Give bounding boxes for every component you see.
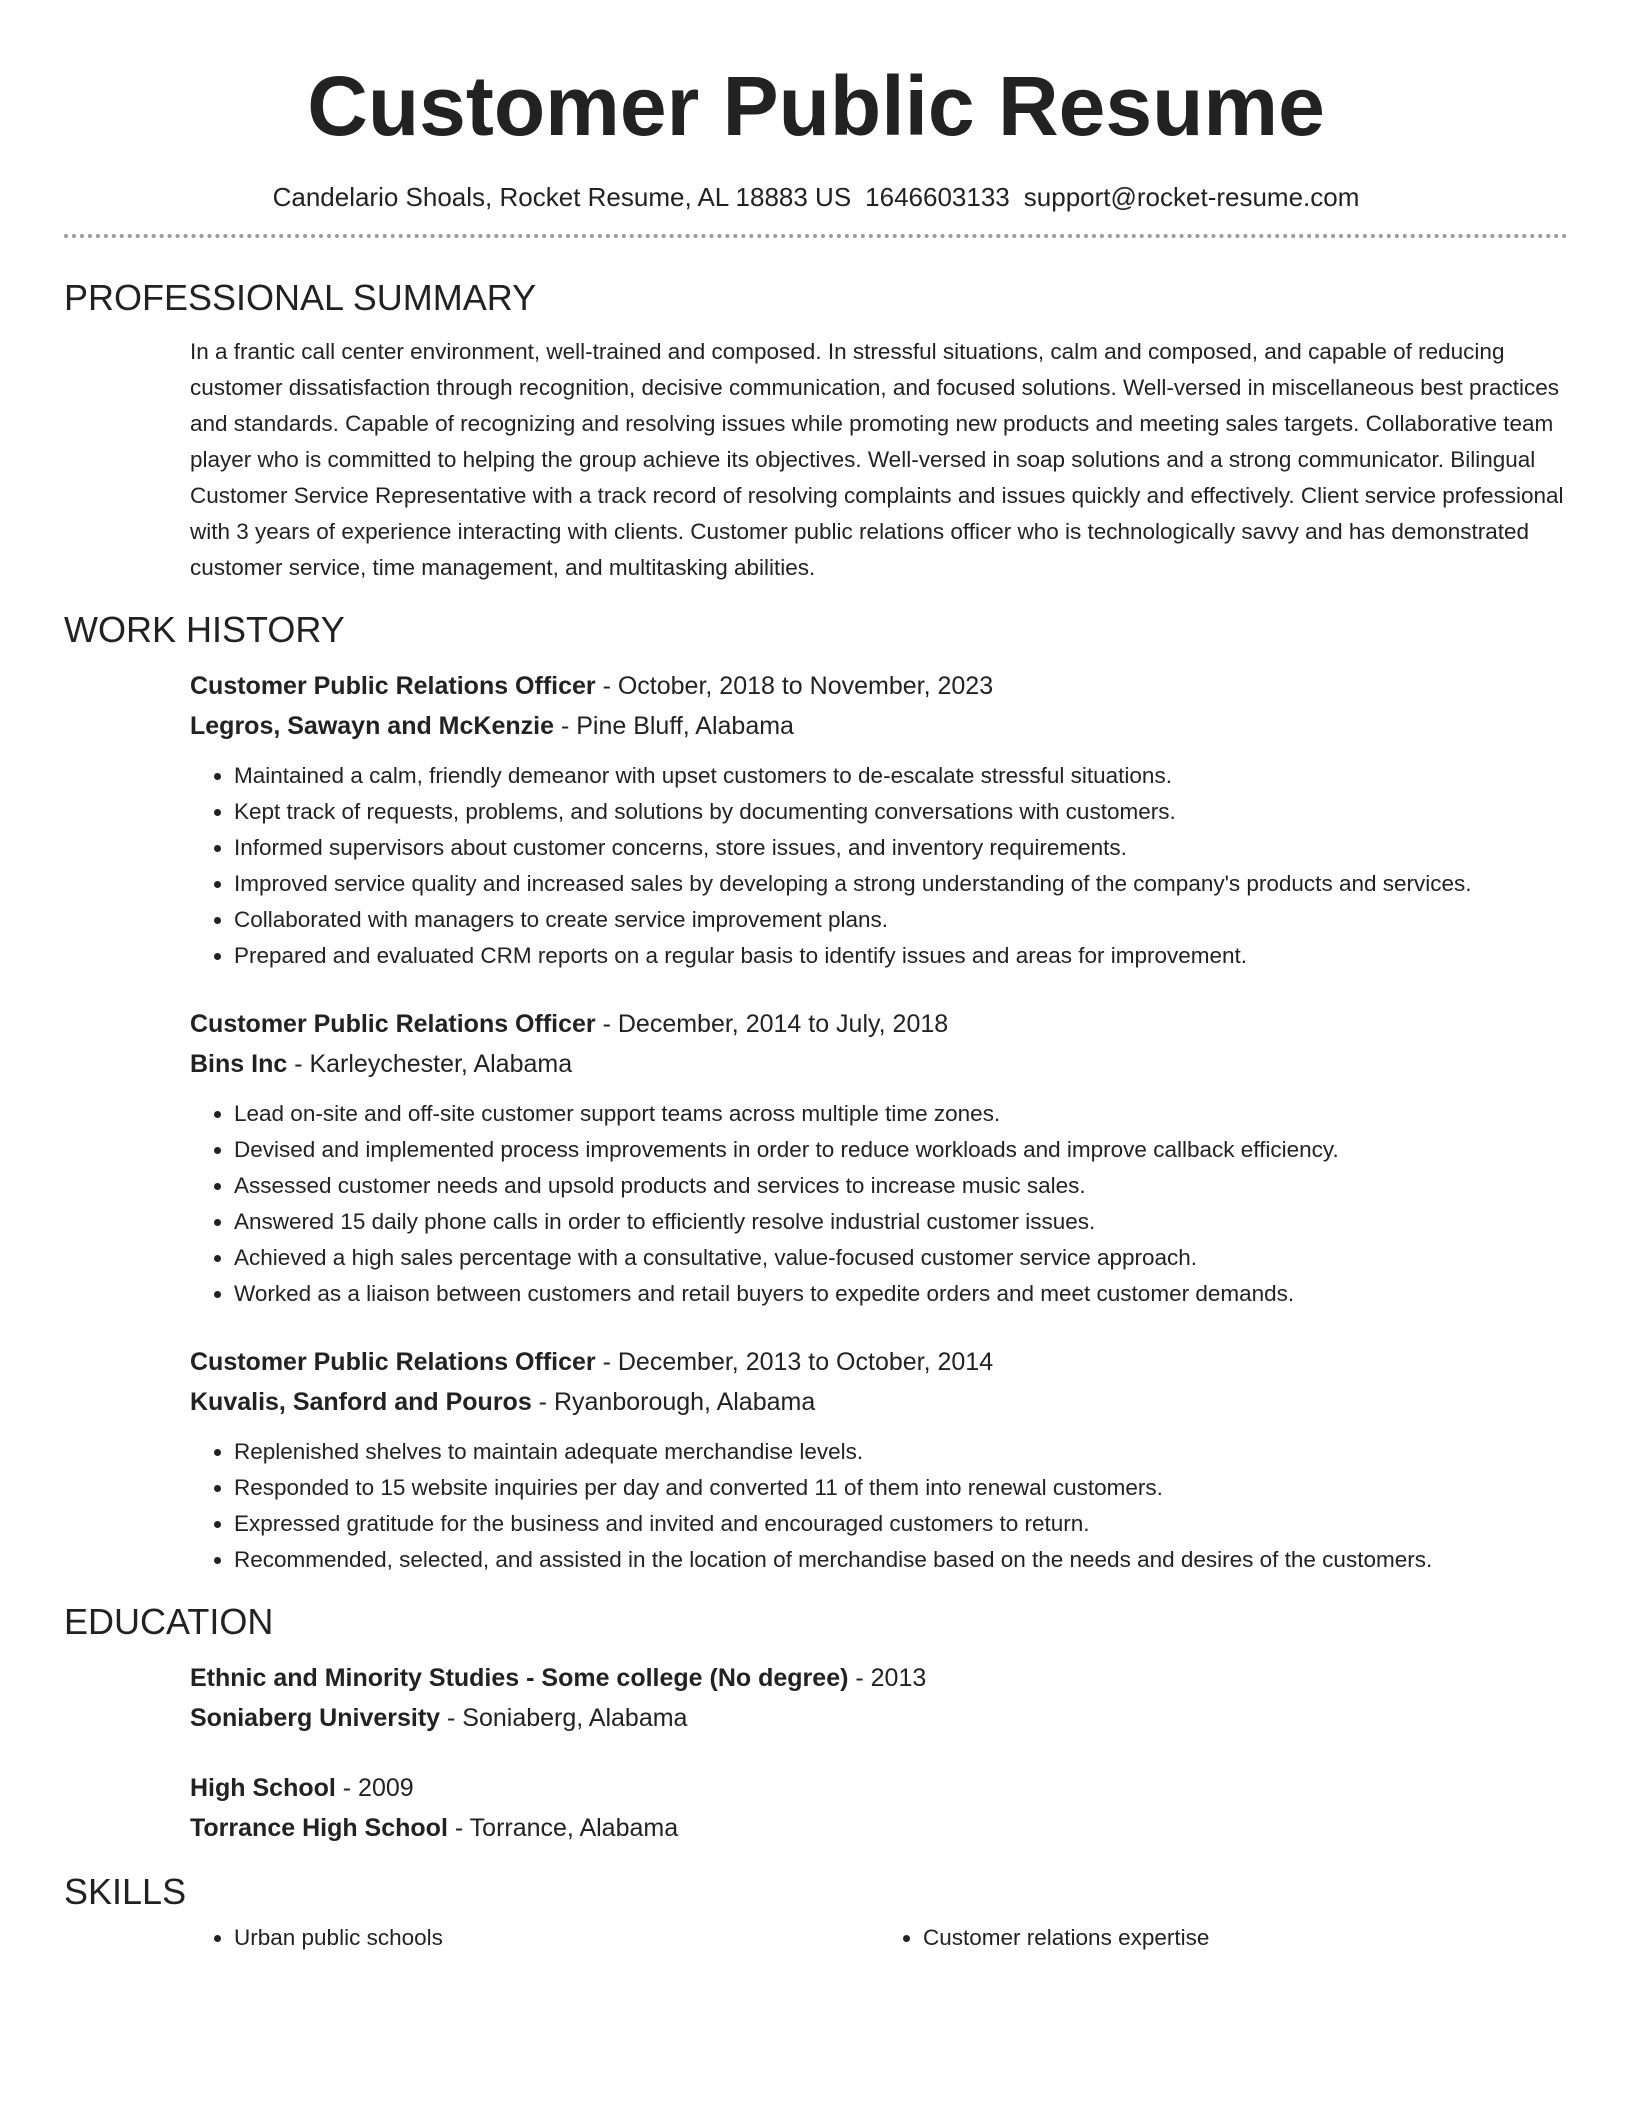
school-name: Soniaberg University [190, 1704, 441, 1732]
list-item: • Improved service quality and increased sales by developing a strong understanding of the company's products and services. [234, 866, 1568, 902]
list-item: • Responded to 15 website inquiries per day and converted 11 of them into renewal customers. [234, 1470, 1568, 1506]
job-title: Customer Public Relations Officer [190, 1348, 596, 1376]
school-location: - Soniaberg, Alabama [440, 1704, 688, 1732]
header-divider [64, 234, 1568, 238]
list-item: • Customer relations expertise [923, 1920, 1568, 1956]
skills-list-right [879, 1920, 1568, 1956]
degree-year: - 2013 [848, 1664, 927, 1692]
contact-address: Candelario Shoals, Rocket Resume, AL 18883 US [272, 182, 852, 212]
list-item: • Prepared and evaluated CRM reports on a regular basis to identify issues and areas for improvement. [234, 938, 1568, 974]
job-title-line [190, 666, 1568, 706]
job-company-line [190, 1044, 1568, 1084]
job-dates: - October, 2018 to November, 2023 [595, 672, 994, 700]
list-item: • Recommended, selected, and assisted in the location of merchandise based on the needs and desires of the customers. [234, 1542, 1568, 1578]
job-company-line [190, 1382, 1568, 1422]
list-item: • Achieved a high sales percentage with a consultative, value-focused customer service approach. [234, 1240, 1568, 1276]
job-title: Customer Public Relations Officer [190, 672, 596, 700]
job-company-line [190, 706, 1568, 746]
section-heading-work: WORK HISTORY [64, 609, 345, 650]
list-item: • Worked as a liaison between customers and retail buyers to expedite orders and meet customer demands. [234, 1276, 1568, 1312]
job-company: Legros, Sawayn and McKenzie [190, 712, 554, 740]
list-item: • Expressed gratitude for the business and invited and encouraged customers to return. [234, 1506, 1568, 1542]
degree-line [190, 1768, 1568, 1808]
contact-phone: 1646603133 [865, 182, 1010, 212]
contact-email: support@rocket-resume.com [1023, 182, 1360, 212]
list-item: • Collaborated with managers to create service improvement plans. [234, 902, 1568, 938]
job-entry [190, 1342, 1568, 1578]
job-dates: - December, 2013 to October, 2014 [595, 1348, 994, 1376]
job-location: - Karleychester, Alabama [287, 1050, 573, 1078]
list-item: • Urban public schools [234, 1920, 879, 1956]
job-bullets [190, 1096, 1568, 1312]
list-item: • Assessed customer needs and upsold products and services to increase music sales. [234, 1168, 1568, 1204]
section-heading-education: EDUCATION [64, 1601, 274, 1642]
contact-line [64, 180, 1568, 214]
list-item: • Answered 15 daily phone calls in order to efficiently resolve industrial customer issues. [234, 1204, 1568, 1240]
job-entry [190, 1004, 1568, 1312]
job-company: Kuvalis, Sanford and Pouros [190, 1388, 532, 1416]
list-item: • Informed supervisors about customer concerns, store issues, and inventory requirements. [234, 830, 1568, 866]
job-bullets [190, 758, 1568, 974]
job-entry [190, 666, 1568, 974]
job-location: - Pine Bluff, Alabama [554, 712, 794, 740]
list-item: • Devised and implemented process improvements in order to reduce workloads and improve callback efficiency. [234, 1132, 1568, 1168]
resume-title: Customer Public Resume [307, 59, 1325, 153]
section-heading-skills: SKILLS [64, 1871, 187, 1912]
summary-text: In a frantic call center environment, well-trained and composed. In stressful situations, calm and composed, and capable of reducing customer dissatisfaction through recognition, decisive communication, and focused solutions. Well-versed in miscellaneous best practices and standards. Capable of recognizing and resolving issues while promoting new products and meeting sales targets. Collaborative team player who is committed to helping the group achieve its objectives. Well-versed in soap solutions and a strong communicator. Bilingual Customer Service Representative with a track record of resolving complaints and issues quickly and effectively. Client service professional with 3 years of experience interacting with clients. Customer public relations officer who is technologically savvy and has demonstrated customer service, time management, and multitasking abilities. [190, 339, 1564, 580]
list-item: • Lead on-site and off-site customer support teams across multiple time zones. [234, 1096, 1568, 1132]
degree-name: High School [190, 1774, 336, 1802]
education-entry [190, 1768, 1568, 1848]
degree-name: Ethnic and Minority Studies - Some college (No degree) [190, 1664, 849, 1692]
job-bullets [190, 1434, 1568, 1578]
job-title-line [190, 1004, 1568, 1044]
school-name: Torrance High School [190, 1814, 448, 1842]
degree-year: - 2009 [335, 1774, 414, 1802]
job-company: Bins Inc [190, 1050, 288, 1078]
education-entry [190, 1658, 1568, 1738]
school-line [190, 1698, 1568, 1738]
list-item: • Replenished shelves to maintain adequate merchandise levels. [234, 1434, 1568, 1470]
job-title-line [190, 1342, 1568, 1382]
skills-list-left [190, 1920, 879, 1956]
list-item: • Maintained a calm, friendly demeanor with upset customers to de-escalate stressful situations. [234, 758, 1568, 794]
section-heading-summary: PROFESSIONAL SUMMARY [64, 277, 537, 318]
degree-line [190, 1658, 1568, 1698]
school-location: - Torrance, Alabama [447, 1814, 679, 1842]
job-dates: - December, 2014 to July, 2018 [595, 1010, 949, 1038]
school-line [190, 1808, 1568, 1848]
job-title: Customer Public Relations Officer [190, 1010, 596, 1038]
summary-block [190, 334, 1568, 586]
job-location: - Ryanborough, Alabama [531, 1388, 816, 1416]
skills-grid [190, 1920, 1568, 1956]
list-item: • Kept track of requests, problems, and solutions by documenting conversations with customers. [234, 794, 1568, 830]
